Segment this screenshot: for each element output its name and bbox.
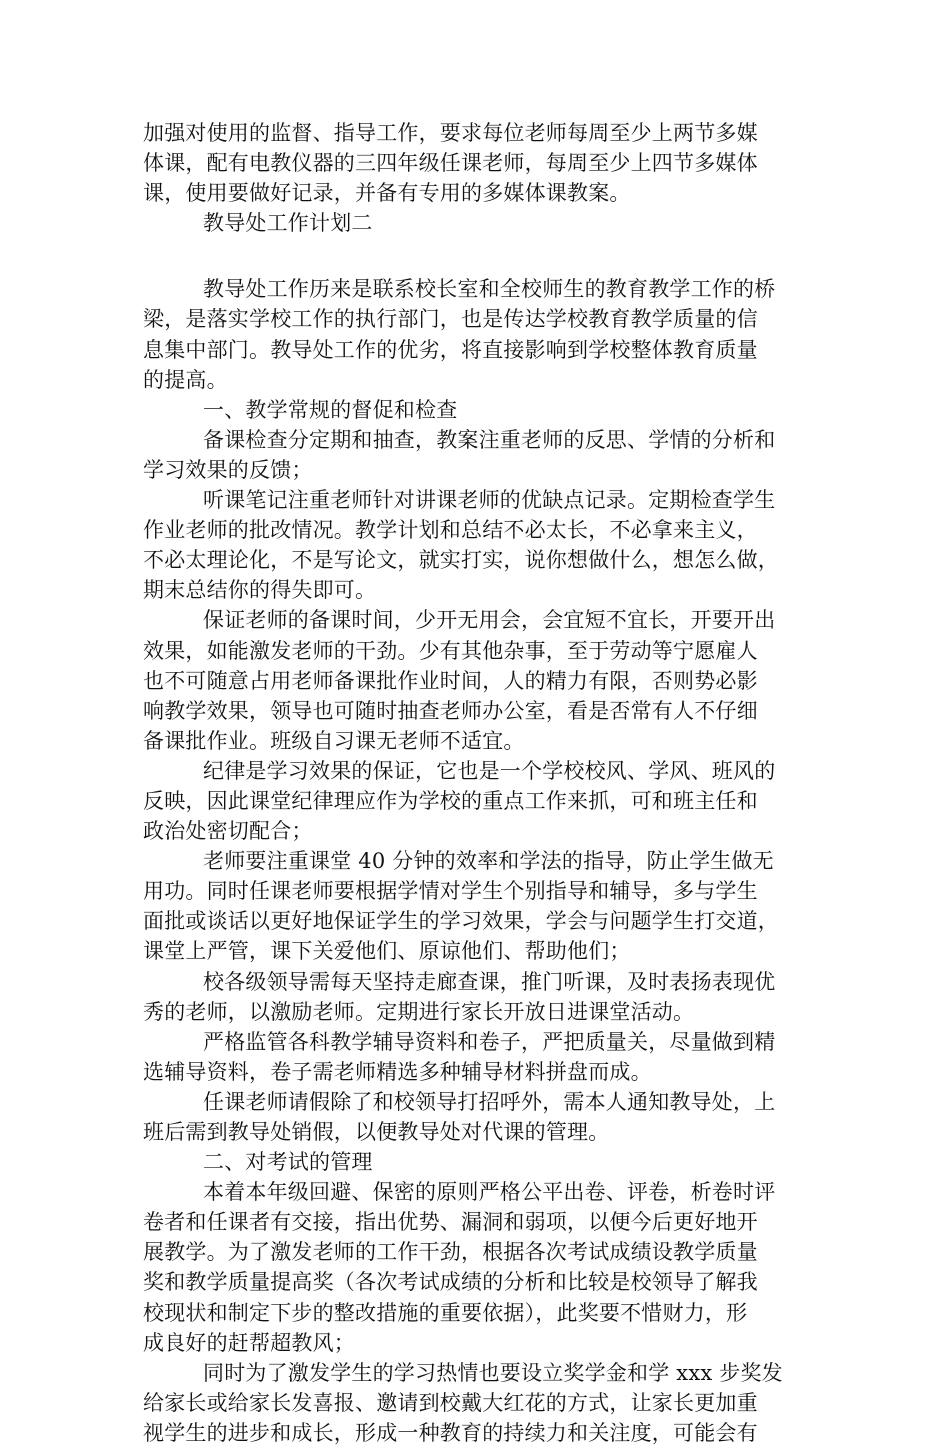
text-line: 备课批作业。班级自习课无老师不适宜。 bbox=[143, 728, 525, 753]
text-line: 选辅导资料，卷子需老师精选多种辅导材料拼盘而成。 bbox=[143, 1059, 652, 1084]
text-line: 奖和教学质量提高奖（各次考试成绩的分析和比较是校领导了解我 bbox=[143, 1270, 758, 1295]
text-line: 保证老师的备课时间，少开无用会，会宜短不宜长，开要开出 bbox=[203, 608, 776, 633]
text-line: 校现状和制定下步的整改措施的重要依据），此奖要不惜财力，形 bbox=[143, 1300, 748, 1325]
text-line: 也不可随意占用老师备课批作业时间，人的精力有限，否则势必影 bbox=[143, 668, 758, 693]
text-line: 展教学。为了激发老师的工作干劲，根据各次考试成绩设教学质量 bbox=[143, 1240, 758, 1265]
text-line: 期末总结你的得失即可。 bbox=[143, 578, 377, 603]
text-line: 班后需到教导处销假，以便教导处对代课的管理。 bbox=[143, 1120, 610, 1144]
text-line: 政治处密切配合； bbox=[143, 819, 313, 844]
text-line: 反映，因此课堂纪律理应作为学校的重点工作来抓，可和班主任和 bbox=[143, 788, 758, 813]
text-line: 教导处工作计划二 bbox=[203, 211, 373, 236]
text-line: 卷者和任课者有交接，指出优势、漏洞和弱项，以便今后更好地开 bbox=[143, 1210, 758, 1235]
text-line: 效果，如能激发老师的干劲。少有其他杂事，至于劳动等宁愿雇人 bbox=[143, 638, 758, 663]
text-line: 教导处工作历来是联系校长室和全校师生的教育教学工作的桥 bbox=[203, 277, 776, 302]
text-line: 给家长或给家长发喜报、邀请到校戴大红花的方式，让家长更加重 bbox=[143, 1390, 758, 1415]
text-line: 秀的老师，以激励老师。定期进行家长开放日进课堂活动。 bbox=[143, 999, 695, 1024]
text-line: 面批或谈话以更好地保证学生的学习效果，学会与问题学生打交道， bbox=[143, 909, 779, 934]
text-line: 不必太理论化，不是写论文，就实打实，说你想做什么，想怎么做， bbox=[143, 548, 779, 573]
document-body bbox=[143, 118, 823, 1448]
text-line: 视学生的进步和成长，形成一种教育的持续力和关注度，可能会有 bbox=[143, 1420, 758, 1445]
text-line: 体课，配有电教仪器的三四年级任课老师，每周至少上四节多媒体 bbox=[143, 151, 758, 176]
text-line: 的提高。 bbox=[143, 367, 228, 392]
text-line: 同时为了激发学生的学习热情也要设立奖学金和学 xxx 步奖发 bbox=[203, 1360, 783, 1385]
text-line: 严格监管各科教学辅导资料和卷子，严把质量关，尽量做到精 bbox=[203, 1029, 776, 1054]
text-line: 响教学效果，领导也可随时抽查老师办公室，看是否常有人不仔细 bbox=[143, 698, 758, 723]
text-line: 纪律是学习效果的保证，它也是一个学校校风、学风、班风的 bbox=[203, 758, 776, 783]
text-line: 作业老师的批改情况。教学计划和总结不必太长，不必拿来主义， bbox=[143, 518, 758, 543]
text-line: 老师要注重课堂 40 分钟的效率和学法的指导，防止学生做无 bbox=[203, 849, 774, 874]
text-line: 本着本年级回避、保密的原则严格公平出卷、评卷，析卷时评 bbox=[203, 1180, 776, 1205]
text-line: 校各级领导需每天坚持走廊查课，推门听课，及时表扬表现优 bbox=[203, 969, 776, 994]
text-line: 课堂上严管，课下关爱他们、原谅他们、帮助他们； bbox=[143, 939, 631, 964]
text-line: 听课笔记注重老师针对讲课老师的优缺点记录。定期检查学生 bbox=[203, 488, 776, 513]
text-line: 二、对考试的管理 bbox=[203, 1150, 373, 1175]
text-line: 备课检查分定期和抽查，教案注重老师的反思、学情的分析和 bbox=[203, 427, 776, 452]
text-line: 课，使用要做好记录，并备有专用的多媒体课教案。 bbox=[143, 181, 631, 206]
text-line: 成良好的赶帮超教风； bbox=[143, 1330, 355, 1355]
text-line: 学习效果的反馈； bbox=[143, 457, 313, 482]
text-line: 用功。同时任课老师要根据学情对学生个别指导和辅导，多与学生 bbox=[143, 879, 758, 904]
text-line: 息集中部门。教导处工作的优劣，将直接影响到学校整体教育质量 bbox=[143, 337, 758, 362]
blank-line bbox=[143, 238, 823, 274]
text-line: 任课老师请假除了和校领导打招呼外，需本人通知教导处，上 bbox=[203, 1089, 776, 1114]
text-line: 梁，是落实学校工作的执行部门，也是传达学校教育教学质量的信 bbox=[143, 307, 758, 332]
text-line: 一、教学常规的督促和检查 bbox=[203, 397, 458, 422]
text-line: 加强对使用的监督、指导工作，要求每位老师每周至少上两节多媒 bbox=[143, 121, 758, 145]
